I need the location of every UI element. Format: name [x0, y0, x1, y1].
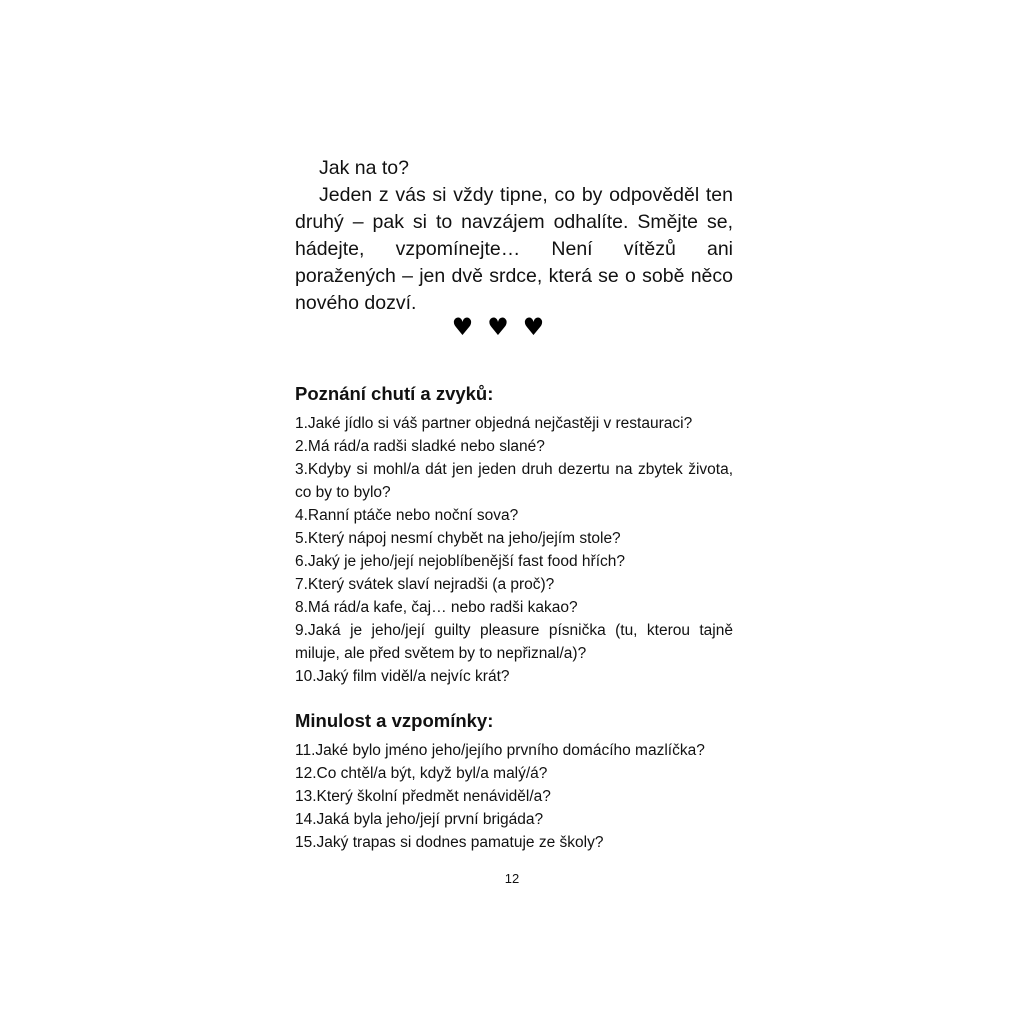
heart-icon: ♥: [451, 313, 488, 341]
section-past-and-memories: [295, 708, 733, 854]
question-item: 2.Má rád/a radši sladké nebo slané?: [295, 438, 545, 455]
question-item: 14.Jaká byla jeho/její první brigáda?: [295, 811, 544, 828]
heart-icon: ♥: [522, 313, 559, 341]
question-item: 4.Ranní ptáče nebo noční sova?: [295, 507, 519, 524]
section-tastes-and-habits: [295, 381, 733, 688]
question-item: 11.Jaké bylo jméno jeho/jejího prvního domácího mazlíčka?: [295, 742, 705, 759]
question-item: 15.Jaký trapas si dodnes pamatuje ze školy?: [295, 834, 604, 851]
heart-icon: ♥: [487, 313, 523, 341]
question-item: 7.Který svátek slaví nejradši (a proč)?: [295, 576, 555, 593]
page-number: 12: [504, 871, 520, 886]
question-item: 3.Kdyby si mohl/a dát jen jeden druh dezertu na zbytek života, co by to bylo?: [295, 461, 733, 501]
question-item: 10.Jaký film viděl/a nejvíc krát?: [295, 668, 510, 685]
question-item: 5.Který nápoj nesmí chybět na jeho/jejím stole?: [295, 530, 621, 547]
question-item: 12.Co chtěl/a být, když byl/a malý/á?: [295, 765, 548, 782]
question-item: 1.Jaké jídlo si váš partner objedná nejčastěji v restauraci?: [295, 415, 693, 432]
question-item: 9.Jaká je jeho/její guilty pleasure písnička (tu, kterou tajně miluje, ale před světem by to nepřiznal/a)?: [295, 622, 733, 662]
intro-paragraph: Jeden z vás si vždy tipne, co by odpověděl ten druhý – pak si to navzájem odhalíte. Smějte se, hádejte, vzpomínejte… Není vítězů ani poražených – jen dvě srdce, která se o sobě něco nového dozví.: [295, 184, 733, 314]
question-list: [295, 739, 733, 854]
section-title: Minulost a vzpomínky:: [295, 710, 494, 731]
question-item: 6.Jaký je jeho/její nejoblíbenější fast food hřích?: [295, 553, 626, 570]
question-list: [295, 412, 733, 688]
intro-heading: Jak na to?: [319, 157, 409, 179]
question-item: 13.Který školní předmět nenáviděl/a?: [295, 788, 551, 805]
section-title: Poznání chutí a zvyků:: [295, 383, 494, 404]
hearts-divider: [0, 312, 1010, 342]
intro-text: [295, 155, 733, 317]
question-item: 8.Má rád/a kafe, čaj… nebo radši kakao?: [295, 599, 578, 616]
